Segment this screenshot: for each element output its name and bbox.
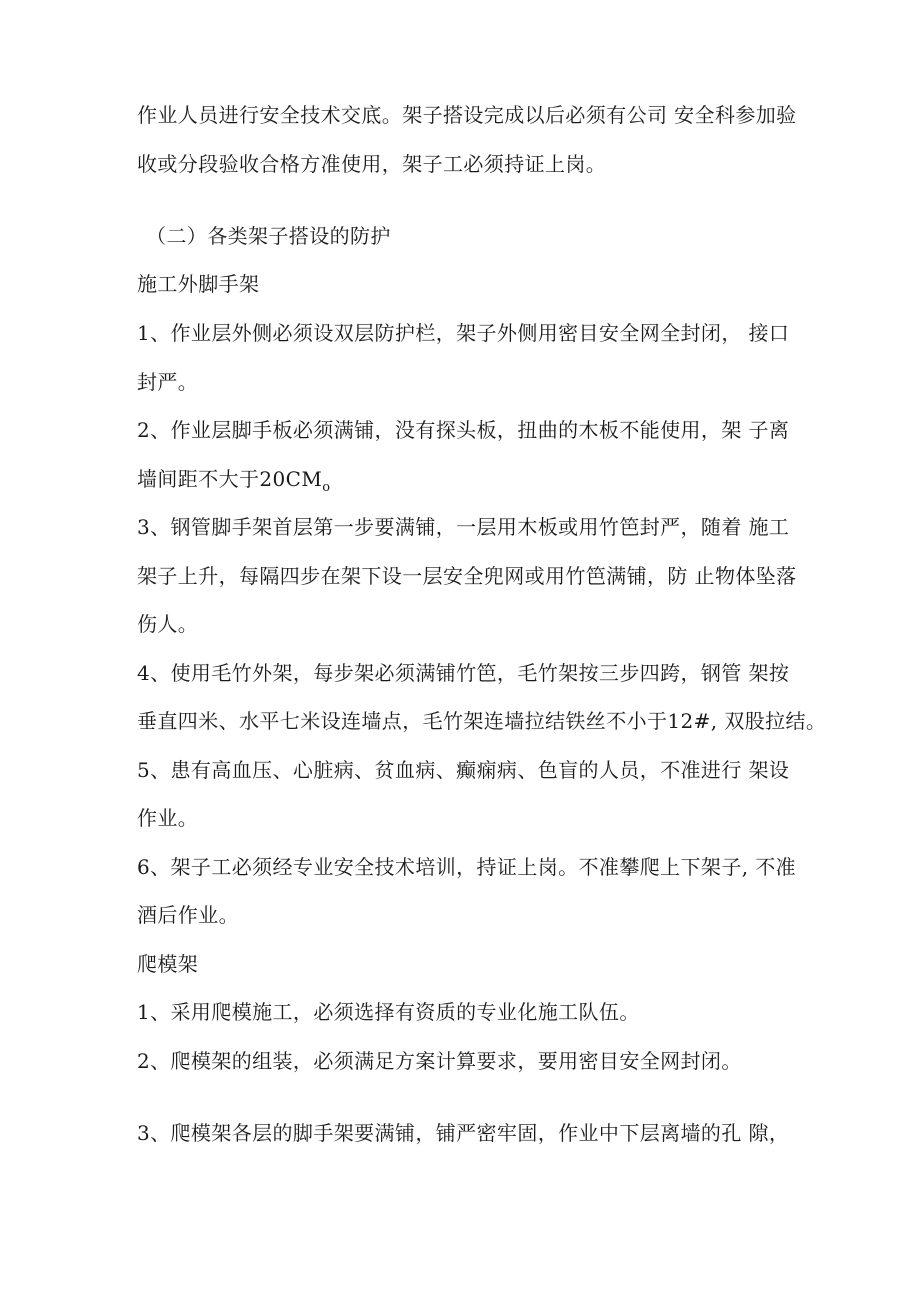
list-item-line: 6、架子工必须经专业安全技术培训，持证上岗。不准攀爬上下架子, 不准	[137, 855, 797, 879]
list-item-line: 垂直四米、水平七米设连墙点，毛竹架连墙拉结铁丝不小于12#, 双股拉结。	[137, 709, 827, 733]
list-item-line: 5、患有高血压、心脏病、贫血病、癫痫病、色盲的人员，不准进行 架设	[137, 758, 790, 782]
subsection-heading: 施工外脚手架	[137, 272, 260, 296]
paragraph-line: 作业人员进行安全技术交底。架子搭设完成以后必须有公司 安全科参加验	[137, 103, 797, 127]
list-item-line: 3、钢管脚手架首层第一步要满铺，一层用木板或用竹笆封严，随着 施工	[137, 515, 790, 539]
list-item-line	[137, 465, 330, 502]
list-item-line: 伤人。	[137, 612, 199, 636]
list-item-line: 1、作业层外侧必须设双层防护栏，架子外侧用密目安全网全封闭， 接口	[137, 321, 790, 345]
list-item-line: 4、使用毛竹外架，每步架必须满铺竹笆，毛竹架按三步四跨，钢管 架按	[137, 661, 790, 685]
line-subscript: o	[322, 480, 331, 495]
paragraph-line: 收或分段验收合格方准使用，架子工必须持证上岗。	[137, 152, 607, 176]
list-item-line: 2、爬模架的组装，必须满足方案计算要求，要用密目安全网封闭。	[137, 1049, 742, 1073]
list-item-line: 3、爬模架各层的脚手架要满铺，铺严密牢固，作业中下层离墙的孔 隙，	[137, 1121, 790, 1145]
list-item-line: 封严。	[137, 370, 199, 394]
subsection-heading: 爬模架	[137, 952, 199, 976]
list-item-line: 1、采用爬模施工，必须选择有资质的专业化施工队伍。	[137, 1000, 640, 1024]
section-heading: （二）各类架子搭设的防护	[146, 224, 391, 248]
list-item-line: 作业。	[137, 806, 199, 830]
list-item-line: 架子上升，每隔四步在架下设一层安全兜网或用竹笆满铺，防 止物体坠落	[137, 564, 797, 588]
list-item-line: 酒后作业。	[137, 903, 239, 927]
list-item-line: 2、作业层脚手板必须满铺，没有探头板，扭曲的木板不能使用，架 子离	[137, 418, 790, 442]
line-text: 墙间距不大于20CM	[137, 467, 323, 491]
